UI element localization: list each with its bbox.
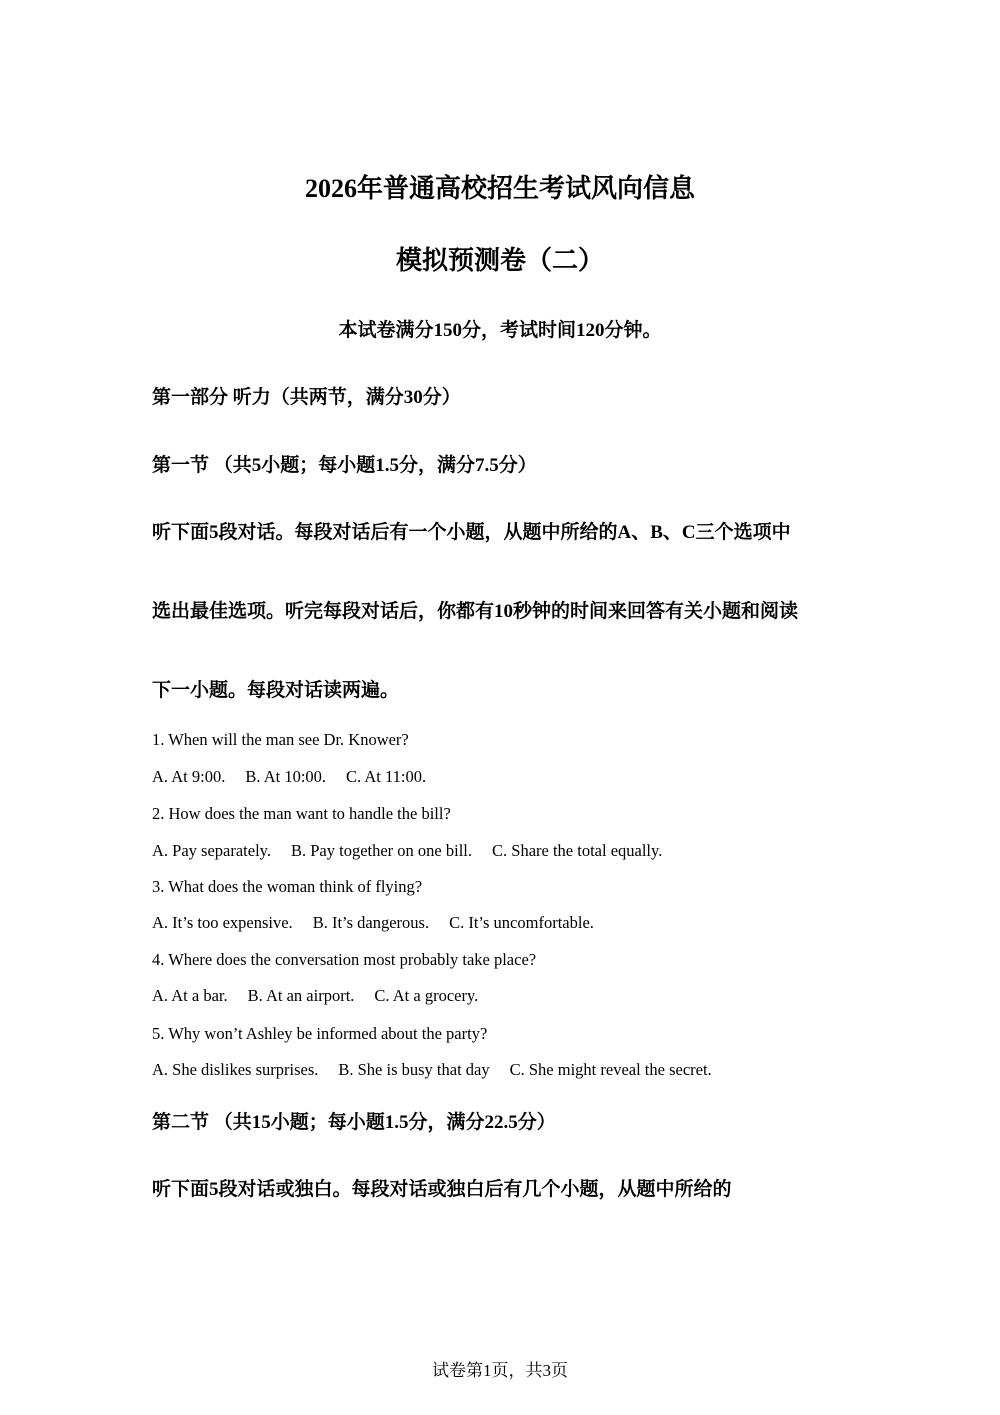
option-b: B. She is busy that day (338, 1060, 490, 1079)
question-options (152, 913, 594, 933)
page-footer: 试卷第1页，共3页 (432, 1361, 568, 1380)
question-stem: 5. Why won’t Ashley be informed about the party? (152, 1024, 488, 1043)
option-b: B. Pay together on one bill. (290, 841, 473, 860)
question-options (152, 1060, 712, 1080)
exam-subtitle: 模拟预测卷（二） (395, 246, 604, 275)
option-c: C. At 11:00. (346, 767, 427, 786)
section2-instruction-line: 听下面5段对话或独白。每段对话或独白后有几个小题，从题中所给的 (152, 1179, 732, 1200)
question-stem: 4. Where does the conversation most probably take place? (152, 950, 537, 969)
section1-instruction-line: 下一小题。每段对话读两遍。 (152, 680, 400, 701)
section2-heading: 第二节 （共15小题；每小题1.5分，满分22.5分） (152, 1112, 556, 1133)
question-stem: 2. How does the man want to handle the bill? (152, 804, 451, 823)
option-a: A. At a bar. (152, 986, 228, 1005)
exam-title: 2026年普通高校招生考试风向信息 (304, 174, 695, 203)
option-a: A. Pay separately. (152, 841, 271, 860)
question-options (152, 841, 662, 861)
option-a: A. She dislikes surprises. (152, 1060, 319, 1079)
question-stem: 3. What does the woman think of flying? (152, 877, 423, 896)
option-c: C. She might reveal the secret. (509, 1060, 712, 1079)
option-c: C. It’s uncomfortable. (449, 913, 594, 932)
section1-instruction-line: 选出最佳选项。听完每段对话后，你都有10秒钟的时间来回答有关小题和阅读 (152, 601, 799, 622)
question-options (152, 767, 426, 787)
question-options (152, 986, 478, 1006)
exam-note: 本试卷满分150分，考试时间120分钟。 (338, 320, 662, 341)
section1-heading: 第一节 （共5小题；每小题1.5分，满分7.5分） (152, 455, 537, 476)
option-b: B. It’s dangerous. (312, 913, 430, 932)
option-c: C. At a grocery. (374, 986, 479, 1005)
section1-instruction-line: 听下面5段对话。每段对话后有一个小题，从题中所给的A、B、C三个选项中 (152, 522, 791, 543)
option-a: A. It’s too expensive. (152, 913, 293, 932)
option-a: A. At 9:00. (152, 767, 226, 786)
option-c: C. Share the total equally. (492, 841, 663, 860)
option-b: B. At 10:00. (245, 767, 327, 786)
option-b: B. At an airport. (247, 986, 355, 1005)
question-stem: 1. When will the man see Dr. Knower? (152, 730, 409, 749)
part1-heading: 第一部分 听力（共两节，满分30分） (152, 387, 461, 408)
